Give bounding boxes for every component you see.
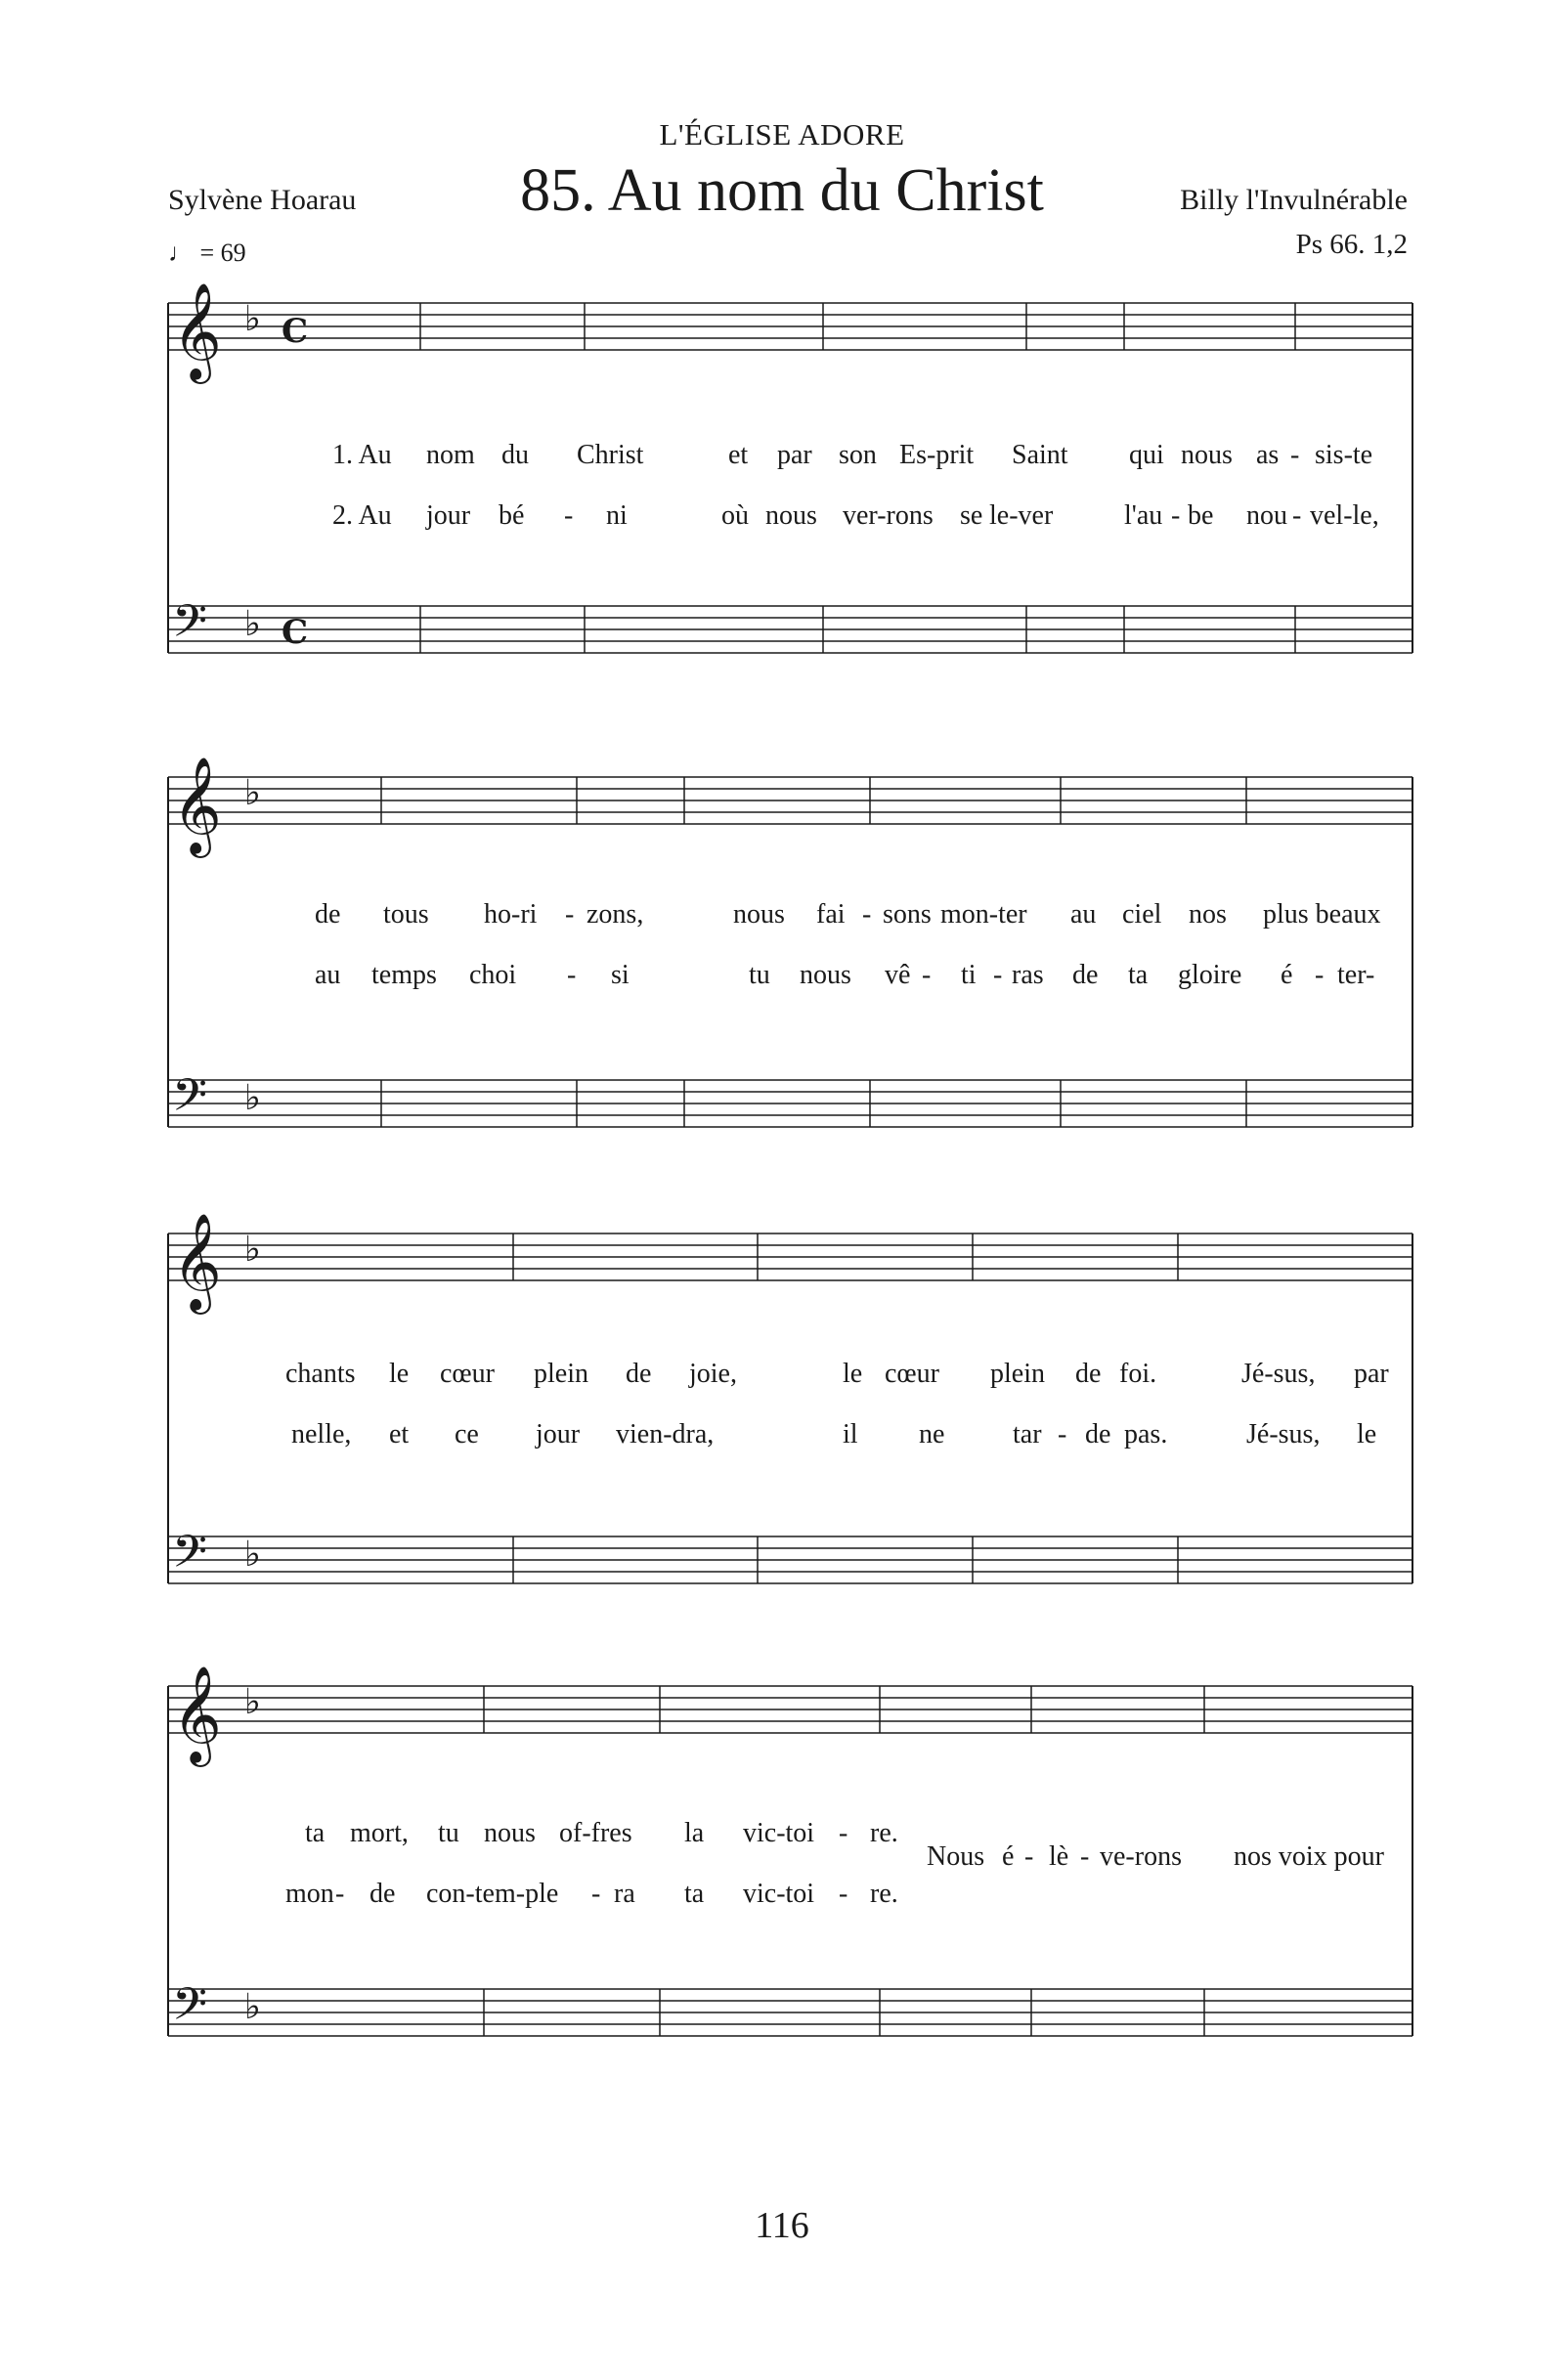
lyric-syllable: - [1290,440,1300,470]
composer-name: Sylvène Hoarau [168,184,357,216]
lyric-syllable: as [1256,440,1280,470]
lyric-syllable: ta [1128,960,1149,990]
lyric-syllable: 1. Au [332,440,392,470]
lyric-syllable: ra [614,1879,635,1909]
lyric-syllable: ta [684,1879,705,1909]
music-system-2 [0,757,1564,1168]
lyric-syllable: nous [1181,440,1233,470]
lyric-syllable: qui [1129,440,1164,470]
lyric-syllable: si [611,960,630,990]
lyric-syllable: mort, [350,1818,409,1848]
lyric-syllable: - [922,960,932,990]
lyric-syllable: et [728,440,749,470]
lyric-syllable: vê [885,960,911,990]
lyric-syllable: jour [426,500,471,531]
lyric-syllable: ras [1012,960,1044,990]
lyric-syllable: de [1075,1359,1102,1389]
lyric-syllable: lè [1049,1841,1069,1872]
lyric-syllable: Saint [1012,440,1068,470]
lyric-syllable: - [335,1879,345,1909]
svg-text:C: C [282,613,309,652]
lyric-syllable: nelle, [291,1419,352,1450]
lyric-syllable: par [1354,1359,1389,1389]
lyric-syllable: ni [606,500,628,531]
lyric-syllable: é [1281,960,1293,990]
lyric-syllable: son [839,440,877,470]
bass-clef-icon: 𝄢 [172,1978,208,2042]
lyric-syllable: - [839,1818,848,1848]
treble-staff [168,1213,1412,1315]
svg-text:♭: ♭ [244,1230,261,1270]
treble-staff [168,757,1412,858]
lyric-syllable: mon-ter [940,899,1027,930]
lyric-syllable: de [315,899,341,930]
treble-staff [168,1666,1412,1767]
lyric-syllable: - [1058,1419,1067,1450]
lyric-syllable: de [626,1359,652,1389]
lyric-syllable: le [389,1359,410,1389]
lyric-syllable: nou [1246,500,1287,531]
treble-clef-icon: 𝄞 [172,282,222,380]
lyric-syllable: ti [961,960,977,990]
lyric-syllable: tar [1013,1419,1042,1450]
bass-clef-icon: 𝄢 [172,1526,208,1589]
lyric-syllable: - [1292,500,1302,531]
lyric-syllable: nom [426,440,475,470]
lyric-syllable: tu [749,960,770,990]
lyric-syllable: - [1080,1841,1090,1872]
treble-clef-icon: 𝄞 [172,1666,222,1763]
lyric-syllable: Nous [927,1841,985,1872]
bass-staff [168,1069,1412,1133]
lyric-syllable: nous [765,500,817,531]
lyric-syllable: au [315,960,341,990]
lyric-syllable: - [1315,960,1325,990]
lyric-syllable: re. [870,1818,898,1848]
lyric-syllable: il [843,1419,858,1450]
lyric-syllable: zons, [586,899,644,930]
lyric-syllable: ho-ri [484,899,538,930]
lyric-syllable: vien-dra, [616,1419,715,1450]
scripture-reference: Ps 66. 1,2 [1295,229,1408,260]
treble-staff [168,282,1412,384]
lyric-syllable: ciel [1122,899,1162,930]
section-heading: L'ÉGLISE ADORE [659,117,905,151]
lyric-syllable: con-tem-ple [426,1879,559,1909]
lyric-syllable: sis-te [1315,440,1373,470]
lyric-syllable: - [839,1879,848,1909]
lyric-syllable: mon [285,1879,334,1909]
lyric-syllable: Jé-sus, [1241,1359,1316,1389]
svg-text:♭: ♭ [244,1535,261,1575]
lyric-syllable: tous [383,899,429,930]
lyric-syllable: pas. [1124,1419,1168,1450]
bass-staff [168,1978,1412,2042]
tempo-marking: ♩ = 69 [168,238,246,267]
lyric-syllable: le [1357,1419,1377,1450]
music-system-3 [0,1214,1564,1624]
lyric-syllable: nous [733,899,785,930]
bass-staff [168,595,1412,659]
lyric-syllable: se [960,500,983,531]
lyric-syllable: be [1188,500,1214,531]
lyric-syllable: la [684,1818,705,1848]
lyric-syllable: vic-toi [743,1818,815,1848]
lyric-syllable: ne [919,1419,945,1450]
svg-text:♭: ♭ [244,1078,261,1118]
bass-staff [168,1526,1412,1589]
lyricist-name: Billy l'Invulnérable [1180,184,1408,216]
lyric-syllable: temps [371,960,437,990]
lyric-syllable: 2. Au [332,500,392,531]
lyric-syllable: vel-le, [1310,500,1379,531]
lyric-syllable: Es-prit [899,440,975,470]
lyric-syllable: - [565,899,575,930]
lyric-syllable: é [1002,1841,1015,1872]
lyric-syllable: et [389,1419,410,1450]
lyric-syllable: - [862,899,872,930]
lyric-syllable: plein [534,1359,588,1389]
lyric-syllable: du [501,440,529,470]
lyric-syllable: l'au [1124,500,1163,531]
lyric-syllable: où [721,500,749,531]
svg-text:♭: ♭ [244,1987,261,2027]
lyric-syllable: ver-rons [843,500,934,531]
lyric-syllable: par [777,440,812,470]
lyric-syllable: - [567,960,577,990]
lyric-syllable: - [993,960,1003,990]
lyric-syllable: - [564,500,574,531]
bass-clef-icon: 𝄢 [172,595,208,659]
lyric-syllable: foi. [1119,1359,1157,1389]
page-number: 116 [755,2205,809,2246]
lyric-syllable: ta [305,1818,326,1848]
lyric-syllable: plus beaux [1263,899,1381,930]
svg-text:♭: ♭ [244,604,261,644]
lyric-syllable: plein [990,1359,1045,1389]
lyric-syllable: nous [800,960,851,990]
lyric-syllable: Jé-sus, [1246,1419,1321,1450]
lyric-syllable: de [369,1879,396,1909]
lyric-syllable: de [1072,960,1099,990]
lyric-syllable: of-fres [559,1818,632,1848]
lyric-syllable: tu [438,1818,459,1848]
bass-clef-icon: 𝄢 [172,1069,208,1133]
lyric-syllable: cœur [885,1359,939,1389]
lyric-syllable: de [1085,1419,1111,1450]
lyric-syllable: vic-toi [743,1879,815,1909]
lyric-syllable: bé [499,500,525,531]
lyric-syllable: - [1024,1841,1034,1872]
lyric-syllable: le-ver [989,500,1054,531]
lyric-syllable: fai [816,899,846,930]
treble-clef-icon: 𝄞 [172,757,222,854]
lyric-syllable: choi [469,960,517,990]
svg-text:♭: ♭ [244,299,261,339]
lyric-syllable: ve-rons [1100,1841,1182,1872]
lyric-syllable: au [1070,899,1097,930]
hymn-title: 85. Au nom du Christ [520,157,1044,224]
lyric-syllable: Christ [577,440,644,470]
lyric-syllable: chants [285,1359,356,1389]
treble-clef-icon: 𝄞 [172,1213,222,1311]
lyric-syllable: nous [484,1818,536,1848]
lyric-syllable: ce [455,1419,479,1450]
lyric-syllable: ter- [1337,960,1375,990]
lyric-syllable: nos voix pour [1234,1841,1384,1872]
music-system-1 [0,283,1564,694]
svg-text:♭: ♭ [244,1682,261,1722]
lyric-syllable: re. [870,1879,898,1909]
lyric-syllable: sons [883,899,932,930]
lyric-syllable: le [843,1359,863,1389]
svg-text:C: C [282,312,309,351]
lyric-syllable: - [591,1879,601,1909]
svg-text:♭: ♭ [244,773,261,813]
lyric-syllable: jour [536,1419,581,1450]
lyric-syllable: gloire [1178,960,1242,990]
lyric-syllable: joie, [689,1359,737,1389]
lyric-syllable: cœur [440,1359,495,1389]
lyric-syllable: - [1171,500,1181,531]
lyric-syllable: nos [1189,899,1227,930]
